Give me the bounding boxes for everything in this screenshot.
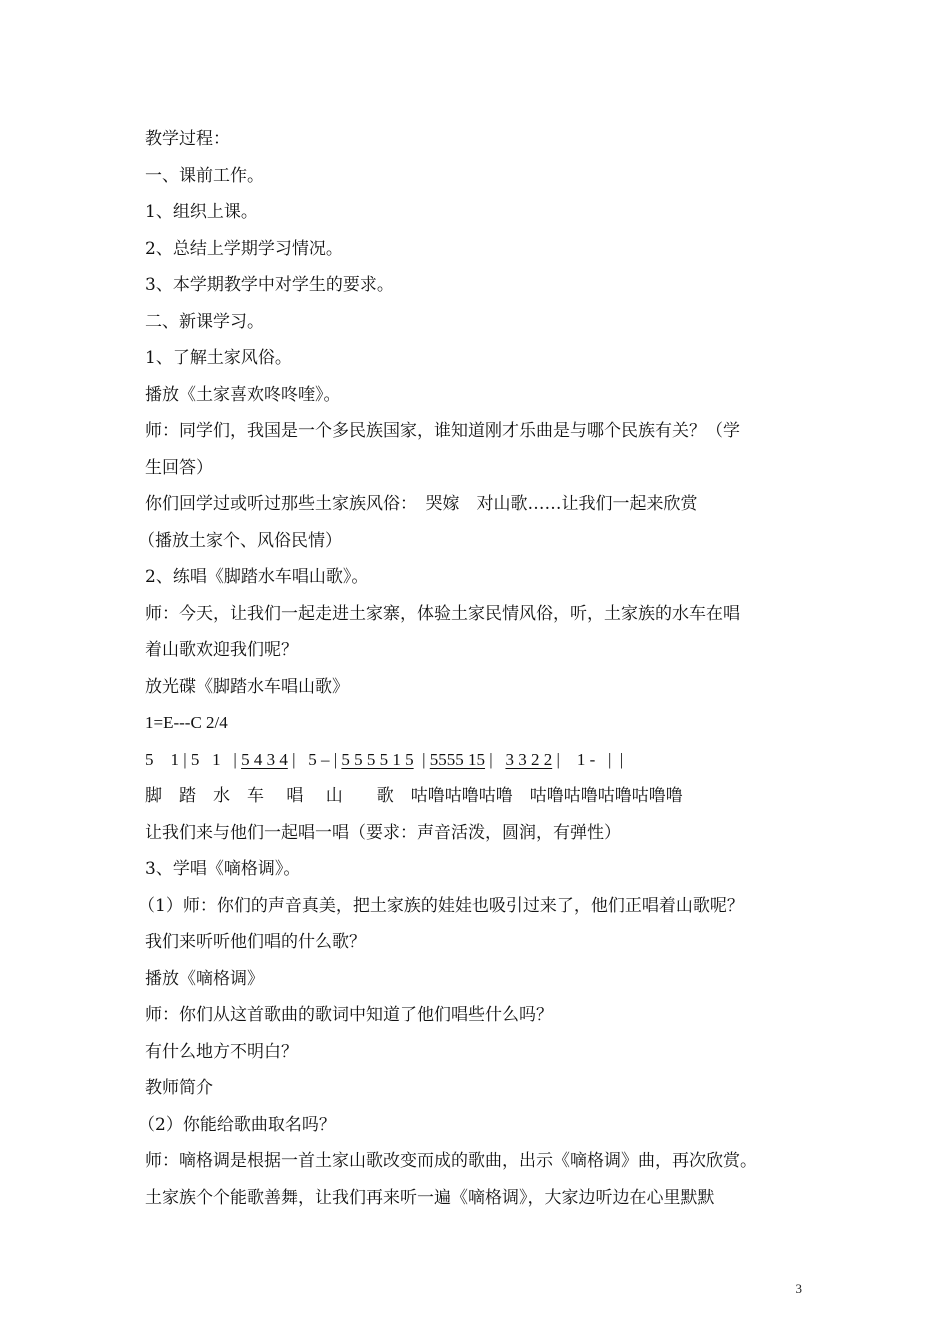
paragraph-line: 师：你们从这首歌曲的歌词中知道了他们唱些什么吗？: [145, 1005, 553, 1025]
paragraph-line: 生回答）: [145, 457, 213, 478]
paragraph-line: 一、课前工作。: [145, 165, 264, 186]
paragraph-line: （2）你能给歌曲取名吗？: [138, 1114, 336, 1135]
lyrics-row: 脚 踏 水 车 唱 山 歌 咕噜咕噜咕噜 咕噜咕噜咕噜咕噜噜: [145, 786, 683, 806]
paragraph-line: 有什么地方不明白？: [145, 1041, 298, 1062]
paragraph-line: 你们回学过或听过那些土家族风俗： 哭嫁 对山歌……让我们一起来欣赏: [145, 494, 698, 514]
notation-segment: |: [413, 749, 430, 769]
key-signature: 1=E---C 2/4: [145, 713, 228, 732]
paragraph-line: 播放《嘀格调》: [145, 968, 264, 989]
notation-segment: | 1 - | |: [552, 749, 624, 769]
notation-segment-underlined: 3 3 2 2: [505, 749, 553, 769]
paragraph-line: 1、了解土家风俗。: [145, 348, 292, 368]
notation-segment-underlined: 5555 15: [429, 749, 486, 769]
paragraph-line: 着山歌欢迎我们呢？: [145, 640, 298, 660]
paragraph-line: 3、本学期教学中对学生的要求。: [145, 275, 394, 295]
page-number: 3: [795, 1281, 802, 1296]
paragraph-line: 二、新课学习。: [145, 311, 264, 332]
paragraph-line: 师：今天，让我们一起走进土家寨，体验土家民情风俗，听，土家族的水车在唱: [145, 603, 740, 624]
paragraph-line: 播放《土家喜欢咚咚喹》。: [145, 384, 341, 405]
notation-segment-underlined: 5 4 3 4: [241, 749, 288, 769]
paragraph-line: 师：同学们，我国是一个多民族国家，谁知道刚才乐曲是与哪个民族有关？（学: [145, 421, 740, 441]
notation-segment: |: [485, 749, 506, 769]
notation-segment-underlined: 5 5 5 5 1 5: [341, 749, 414, 769]
paragraph-line: 师：嘀格调是根据一首土家山歌改变而成的歌曲，出示《嘀格调》曲，再次欣赏。: [145, 1151, 757, 1171]
paragraph-line: （1）师：你们的声音真美，把土家族的娃娃也吸引过来了，他们正唱着山歌呢？: [138, 895, 744, 916]
notation-segment: | 5 – |: [287, 749, 342, 769]
paragraph-line: 土家族个个能歌善舞，让我们再来听一遍《嘀格调》，大家边听边在心里默默: [145, 1187, 715, 1208]
paragraph-line: 放光碟《脚踏水车唱山歌》: [145, 676, 349, 697]
music-notation-row: [145, 742, 817, 779]
paragraph-line: 3、学唱《嘀格调》。: [145, 859, 301, 879]
paragraph-line: 2、总结上学期学习情况。: [145, 238, 343, 259]
paragraph-line: 教师简介: [145, 1078, 213, 1098]
paragraph-line: 2、练唱《脚踏水车唱山歌》。: [145, 567, 369, 587]
paragraph-line: （播放土家个、风俗民情）: [138, 530, 342, 551]
paragraph-line: 教学过程：: [145, 129, 230, 149]
paragraph-line: 让我们来与他们一起唱一唱（要求：声音活泼，圆润，有弹性）: [145, 822, 621, 843]
notation-segment: 5 1 | 5 1 |: [145, 749, 242, 769]
paragraph-line: 我们来听听他们唱的什么歌？: [145, 932, 366, 952]
paragraph-line: 1、组织上课。: [145, 202, 258, 222]
document-body: [138, 121, 817, 1216]
